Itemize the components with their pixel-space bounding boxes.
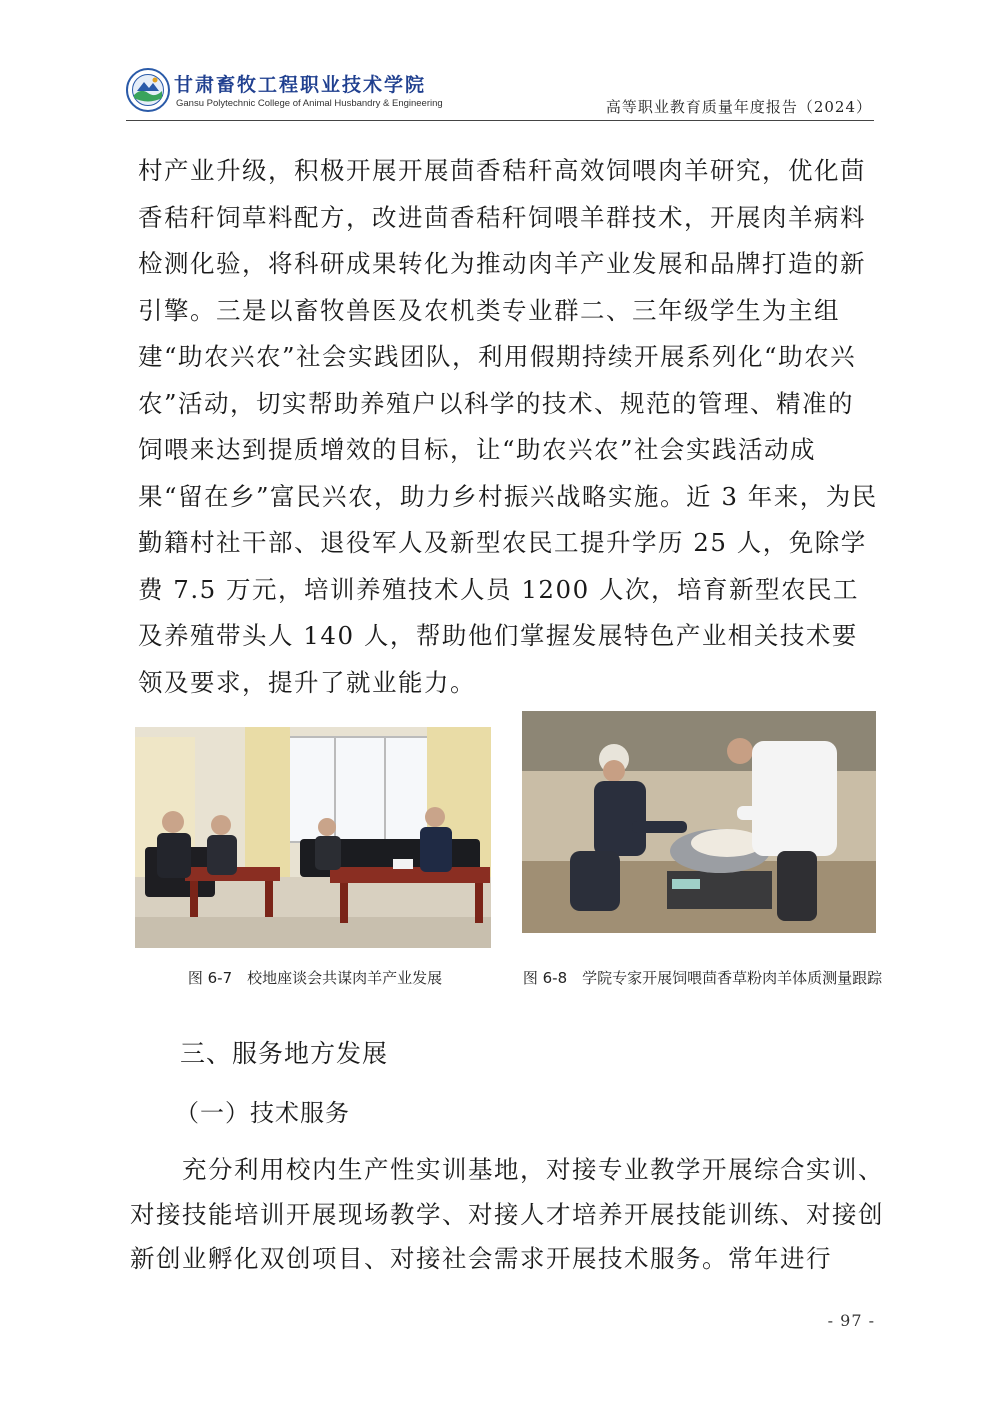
- figure-6-7-caption: 图 6-7 校地座谈会共谋肉羊产业发展: [187, 969, 443, 987]
- school-name-en: Gansu Polytechnic College of Animal Husbandry & Engineering: [176, 98, 443, 109]
- school-name-cn: 甘肃畜牧工程职业技术学院: [174, 74, 427, 96]
- figure-6-8-caption: 图 6-8 学院专家开展饲喂茴香草粉肉羊体质测量跟踪: [522, 969, 883, 987]
- body-paragraph-1: 村产业升级，积极开展开展茴香秸秆高效饲喂肉羊研究，优化茴香秸秆饲草料配方，改进茴香秸秆饲喂羊群技术，开展肉羊病料检测化验，将科研成果转化为推动肉羊产业发展和品牌打造的新引擎。三是以畜牧兽医及农机类专业群二、三年级学生为主组建“助农兴农”社会实践团队，利用假期持续开展系列化“助农兴农”活动，切实帮助养殖户以科学的技术、规范的管理、精准的饲喂来达到提质增效的目标，让“助农兴农”社会实践活动成果“留在乡”富民兴农，助力乡村振兴战略实施。近 3 年来，为民勤籍村社干部、退役军人及新型农民工提升学历 25 人，免除学费 7.5 万元，培训养殖技术人员 1200 人次，培育新型农民工及养殖带头人 140 人，帮助他们掌握发展特色产业相关技术要领及要求，提升了就业能力。: [138, 156, 878, 697]
- figure-6-8-photo: [522, 711, 876, 933]
- report-title: 高等职业教育质量年度报告（2024）: [605, 98, 872, 116]
- body-paragraph-2: 充分利用校内生产性实训基地，对接专业教学开展综合实训、对接技能培训开展现场教学、对接人才培养开展技能训练、对接创新创业孵化双创项目、对接社会需求开展技术服务。常年进行: [130, 1155, 884, 1273]
- college-logo-icon: [126, 68, 170, 112]
- page-number: - 97 -: [827, 1311, 875, 1330]
- subsection-heading: （一）技术服务: [175, 1099, 350, 1127]
- section-heading: 三、服务地方发展: [180, 1039, 389, 1068]
- figure-6-7-photo: [135, 727, 491, 948]
- page-header: [126, 66, 874, 121]
